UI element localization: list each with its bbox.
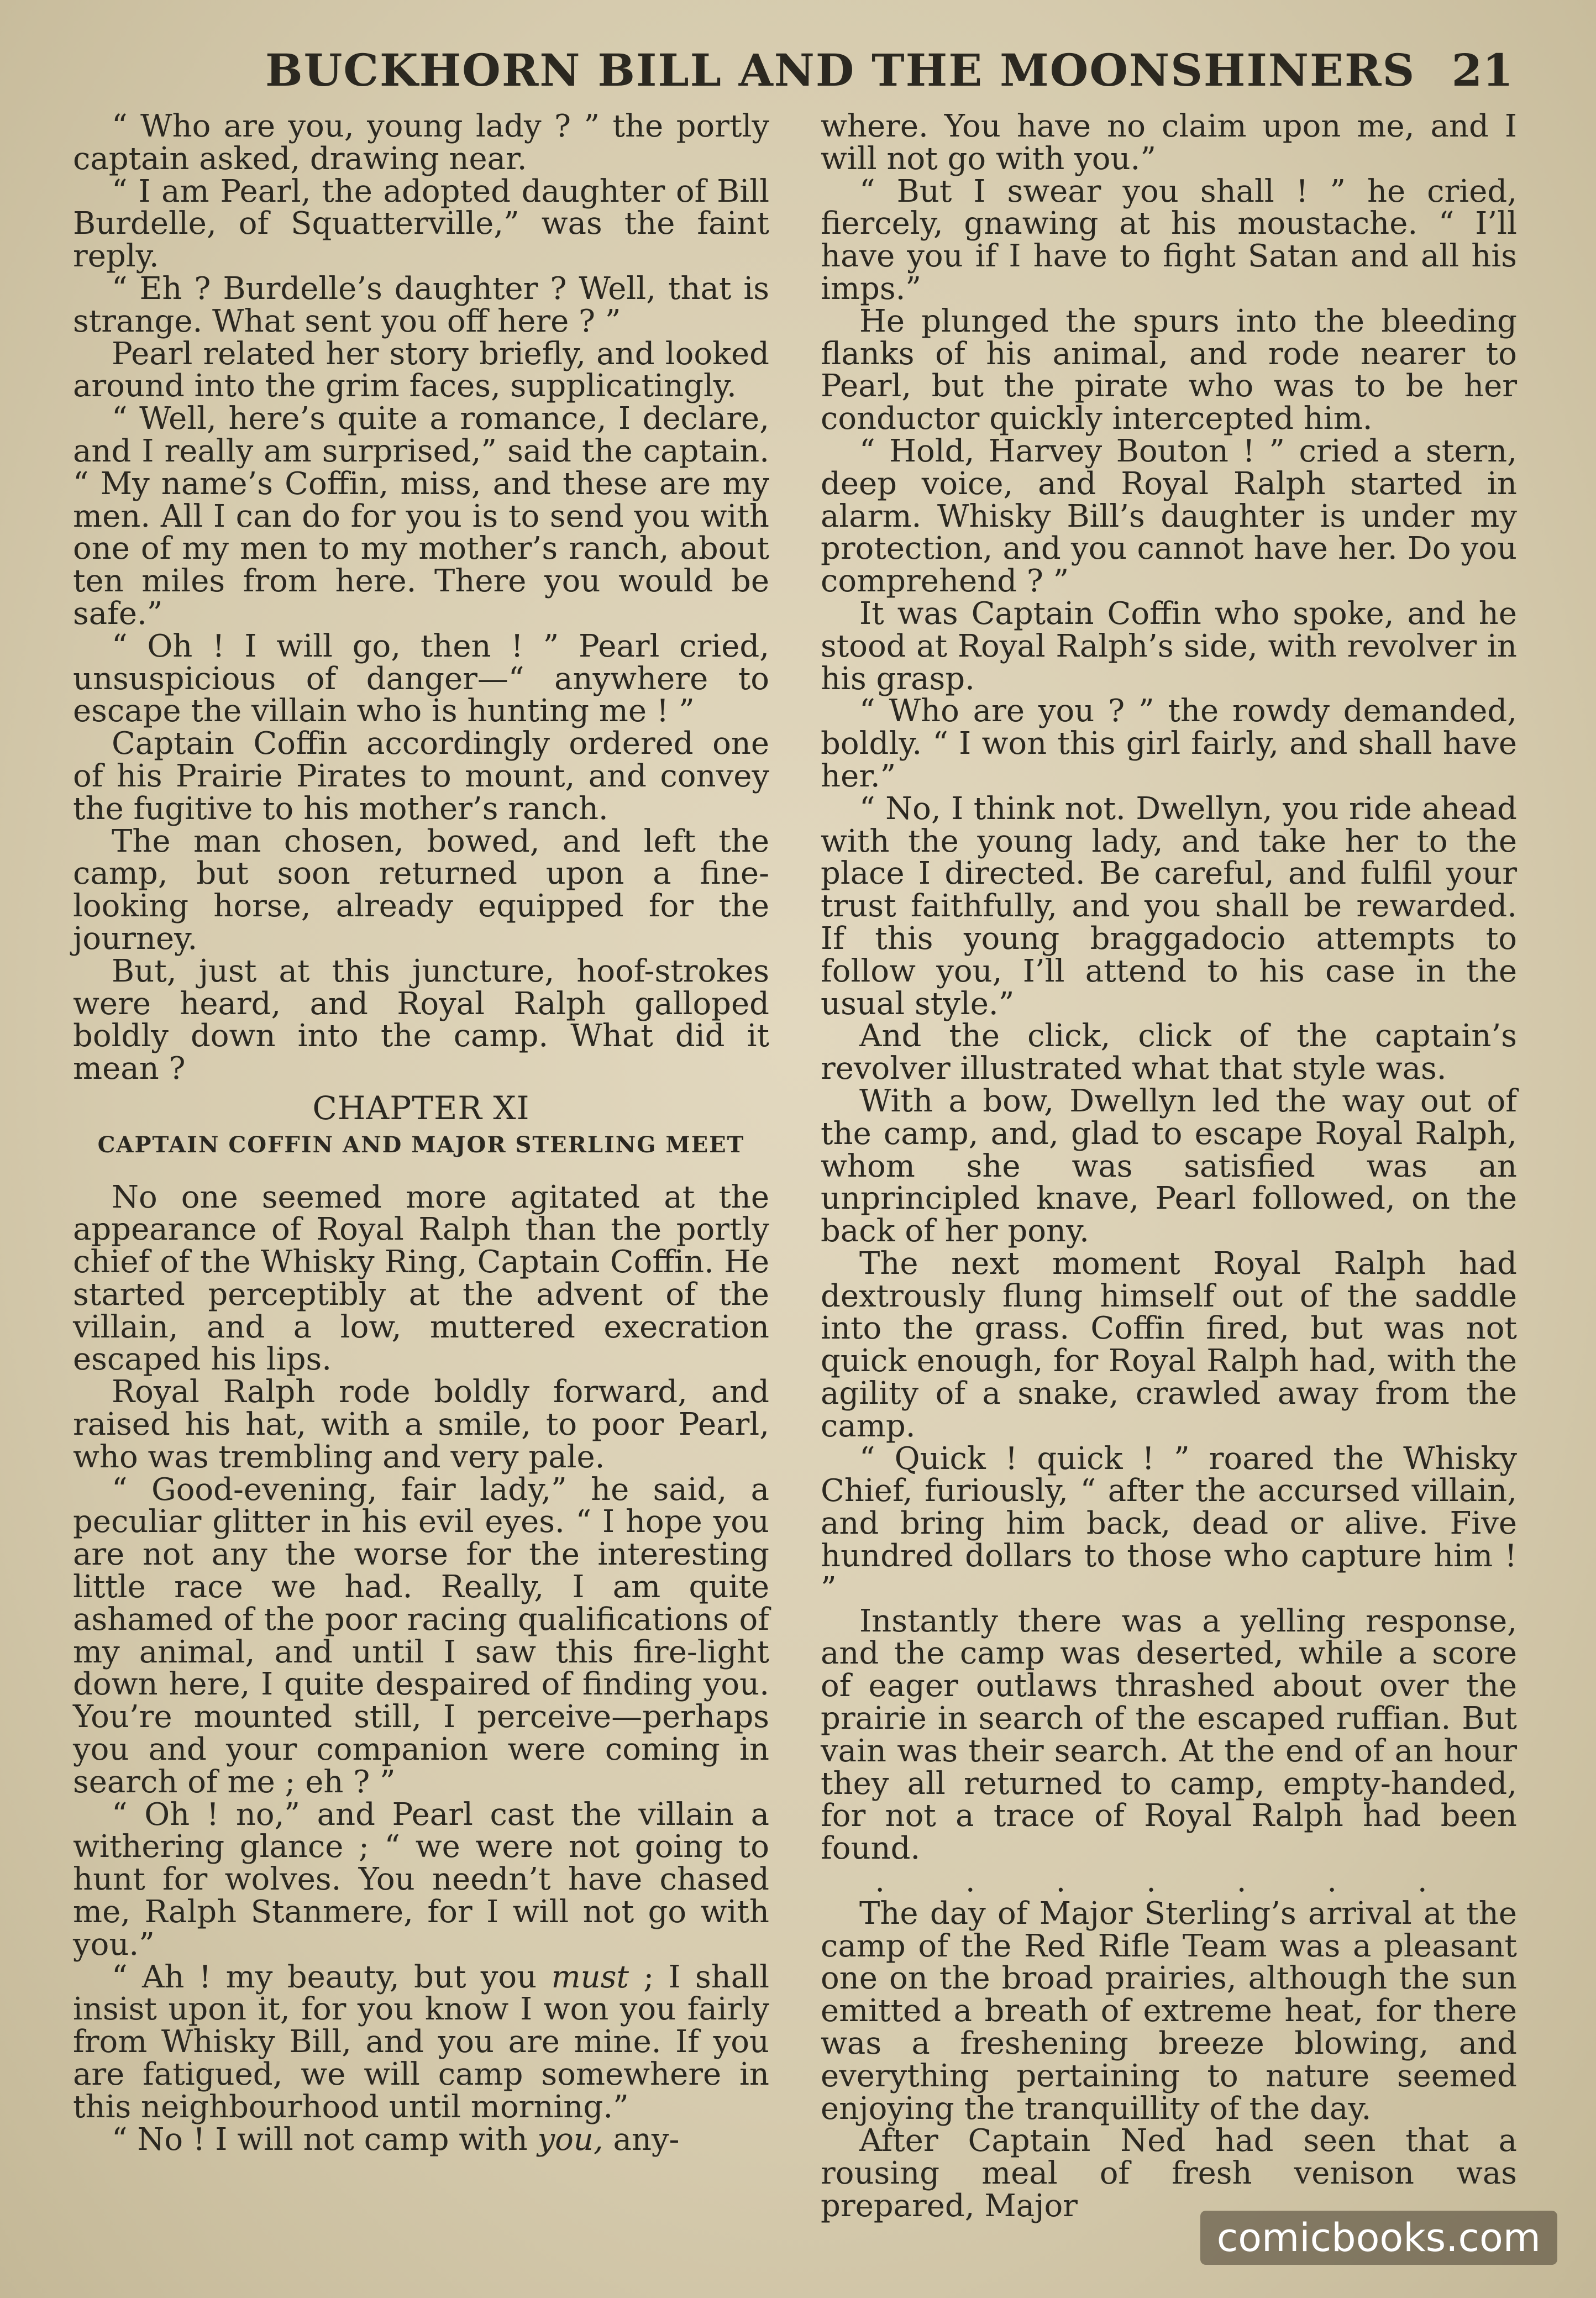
paragraph — [73, 1961, 769, 2124]
paragraph: “ Oh ! I will go, then ! ” Pearl cried, unsuspicious of danger—“ anywhere to escape the villain who is hunting me ! ” — [73, 628, 769, 730]
scene-break: . . . . . . . — [875, 1863, 1463, 1900]
paragraph: The man chosen, bowed, and left the camp, but soon returned upon a fine-looking horse, already equipped for the journey. — [73, 823, 769, 957]
chapter-title: CHAPTER XI — [312, 1089, 530, 1127]
paragraph: “ I am Pearl, the adopted daughter of Bill Burdelle, of Squatterville,” was the faint reply. — [73, 173, 769, 275]
watermark: comicbooks.com — [1200, 2211, 1557, 2265]
emphasis: you, — [537, 2121, 603, 2158]
page-number: 21 — [1451, 44, 1513, 96]
paragraph: “ Good-evening, fair lady,” he said, a peculiar glitter in his evil eyes. “ I hope you are not any the worse for the interesting little race we had. Really, I am quite ashamed of the poor racing qualifications of my animal, and until I saw this fire-light down here, I quite despaired of finding you. You’re mounted still, I perceive—perhaps you and your companion were coming in search of me ; eh ? ” — [73, 1471, 769, 1800]
paragraph: Captain Coffin accordingly ordered one of his Prairie Pirates to mount, and convey the fugitive to his mother’s ranch. — [73, 726, 769, 827]
paragraph: “ Well, here’s quite a romance, I declare, and I really am surprised,” said the captain. “ My name’s Coffin, miss, and these are my men. All I can do for you is to send you with one of my men to my mother’s ranch, about ten miles from here. There you would be safe.” — [73, 401, 769, 632]
running-head: BUCKHORN BILL AND THE MOONSHINERS — [265, 44, 1416, 96]
paragraph: where. You have no claim upon me, and I will not go with you.” — [821, 108, 1517, 177]
paragraph: And the click, click of the captain’s revolver illustrated what that style was. — [821, 1018, 1517, 1087]
paragraph — [73, 2121, 769, 2158]
text-run: ; I shall insist upon it, for you know I won you fairly from Whisky Bill, and you are mine. If you are fatigued, we will camp somewhere in this neighbourhood until morning.” — [73, 1959, 770, 2125]
paragraph: Pearl related her story briefly, and looked around into the grim faces, supplicatingly. — [73, 335, 769, 405]
left-column — [73, 108, 770, 2158]
emphasis: must — [551, 1959, 629, 1995]
paragraph: Royal Ralph rode boldly forward, and raised his hat, with a smile, to poor Pearl, who was trembling and very pale. — [73, 1374, 769, 1475]
text-run: any- — [603, 2121, 680, 2158]
text-run: “ No ! I will not camp with — [112, 2121, 538, 2158]
paragraph: The next moment Royal Ralph had dextrously flung himself out of the saddle into the grass. Coffin fired, but was not quick enough, for Royal Ralph had, with the agility of a snake, crawled away from the camp. — [821, 1245, 1517, 1444]
paragraph: But, just at this juncture, hoof-strokes were heard, and Royal Ralph galloped boldly down into the camp. What did it mean ? — [73, 953, 769, 1087]
right-column — [821, 108, 1517, 2224]
paragraph: “ Hold, Harvey Bouton ! ” cried a stern, deep voice, and Royal Ralph started in alarm. Whisky Bill’s daughter is under my protection, and you cannot have her. Do you comprehend ? ” — [821, 433, 1517, 600]
paragraph: No one seemed more agitated at the appearance of Royal Ralph than the portly chief of the Whisky Ring, Captain Coffin. He started perceptibly at the advent of the villain, and a low, muttered execration escaped his lips. — [73, 1179, 769, 1378]
paragraph: “ Eh ? Burdelle’s daughter ? Well, that is strange. What sent you off here ? ” — [73, 270, 769, 339]
paragraph: “ Oh ! no,” and Pearl cast the villain a withering glance ; “ we were not going to hunt for wolves. You needn’t have chased me, Ralph Stanmere, for I will not go with you.” — [73, 1796, 769, 1963]
paragraph: “ Who are you ? ” the rowdy demanded, boldly. “ I won this girl fairly, and shall have her.” — [821, 693, 1517, 794]
chapter-subtitle: CAPTAIN COFFIN AND MAJOR STERLING MEET — [97, 1131, 745, 1158]
paragraph: “ Who are you, young lady ? ” the portly captain asked, drawing near. — [73, 108, 769, 177]
paragraph: After Captain Ned had seen that a rousing meal of fresh venison was prepared, Major — [821, 2123, 1517, 2224]
paragraph: The day of Major Sterling’s arrival at the camp of the Red Rifle Team was a pleasant one on the broad prairies, although the sun emitted a breath of extreme heat, for there was a freshening breeze blowing, and everything pertaining to nature seemed enjoying the tranquillity of the day. — [821, 1895, 1517, 2127]
paragraph: It was Captain Coffin who spoke, and he stood at Royal Ralph’s side, with revolver in his grasp. — [821, 595, 1517, 697]
paragraph: Instantly there was a yelling response, and the camp was deserted, while a score of eager outlaws thrashed about over the prairie in search of the escaped ruffian. But vain was their search. At the end of an hour they all returned to camp, empty-handed, for not a trace of Royal Ralph had been found. — [821, 1603, 1517, 1867]
paragraph: “ No, I think not. Dwellyn, you ride ahead with the young lady, and take her to the place I directed. Be careful, and fulfil your trust faithfully, and you shall be rewarded. If this young braggadocio attempts to follow you, I’ll attend to his case in the usual style.” — [821, 790, 1517, 1022]
paragraph: “ But I swear you shall ! ” he cried, fiercely, gnawing at his moustache. “ I’ll have you if I have to fight Satan and all his imps.” — [821, 173, 1517, 307]
paragraph: “ Quick ! quick ! ” roared the Whisky Chief, furiously, “ after the accursed villain, and bring him back, dead or alive. Five hundred dollars to those who capture him ! ” — [821, 1440, 1517, 1607]
paragraph: He plunged the spurs into the bleeding flanks of his animal, and rode nearer to Pearl, but the pirate who was to be her conductor quickly intercepted him. — [821, 303, 1517, 437]
page-header — [72, 39, 1524, 99]
text-run: “ Ah ! my beauty, but you — [112, 1959, 552, 1995]
paragraph: With a bow, Dwellyn led the way out of the camp, and, glad to escape Royal Ralph, whom she was satisfied was an unprincipled knave, Pearl followed, on the back of her pony. — [821, 1083, 1517, 1250]
